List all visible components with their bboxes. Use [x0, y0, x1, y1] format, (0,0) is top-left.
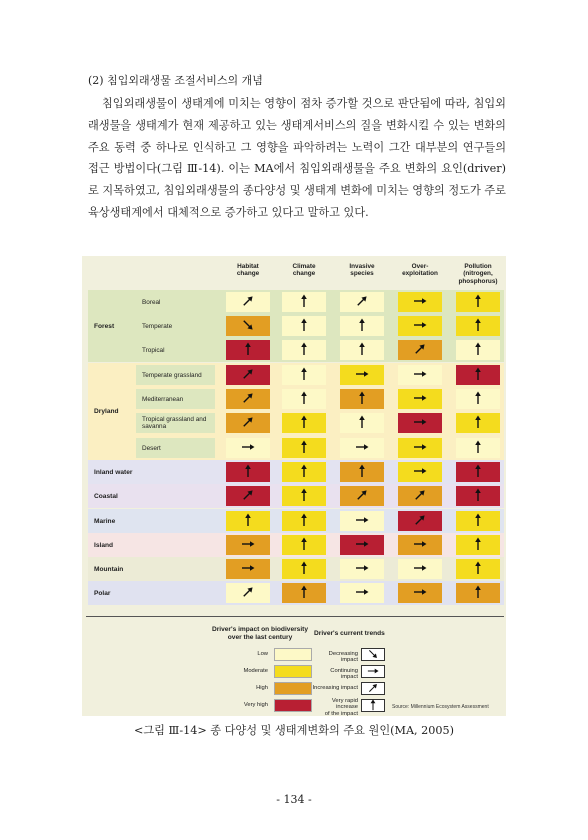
arrow-up-right-icon	[241, 293, 255, 312]
impact-cell	[456, 462, 500, 482]
legend-impact-title	[200, 626, 320, 641]
arrow-right-icon	[413, 560, 427, 579]
impact-level-swatch	[274, 648, 312, 661]
impact-cell	[340, 438, 384, 458]
legend-impact-title-line: over the last century	[227, 633, 293, 641]
impact-level-swatch	[274, 665, 312, 678]
subtype-label: Boreal	[136, 292, 215, 312]
impact-cell	[456, 316, 500, 336]
impact-cell	[226, 316, 270, 336]
impact-cell	[282, 316, 326, 336]
subtype-label: Temperate grassland	[136, 365, 215, 385]
impact-cell	[398, 316, 442, 336]
subtype-label: Mediterranean	[136, 389, 215, 409]
arrow-up-icon	[297, 341, 311, 360]
arrow-up-icon	[297, 366, 311, 385]
arrow-up-right-icon	[241, 414, 255, 433]
arrow-up-right-icon	[355, 293, 369, 312]
arrow-up-icon	[241, 463, 255, 482]
arrow-up-icon	[297, 439, 311, 458]
impact-cell	[398, 438, 442, 458]
page-number: - 134 -	[276, 793, 312, 806]
column-header-line: change	[236, 270, 260, 278]
body-paragraph	[88, 93, 506, 224]
impact-cell	[226, 438, 270, 458]
impact-cell	[456, 486, 500, 506]
impact-cell	[226, 511, 270, 531]
arrow-right-icon	[413, 317, 427, 336]
figure-source: Source: Millennium Ecosystem Assessment	[392, 704, 489, 710]
arrow-up-icon	[471, 512, 485, 531]
impact-cell	[398, 340, 442, 360]
impact-cell	[340, 535, 384, 555]
impact-cell	[226, 535, 270, 555]
impact-cell	[456, 559, 500, 579]
impact-cell	[398, 535, 442, 555]
group-label: Mountain	[94, 565, 124, 573]
impact-cell	[226, 389, 270, 409]
column-header-line: species	[350, 270, 374, 278]
arrow-up-icon	[471, 487, 485, 506]
impact-cell	[226, 462, 270, 482]
impact-cell	[226, 583, 270, 603]
trend-label: Increasing impact	[312, 685, 358, 691]
arrow-up-icon	[471, 414, 485, 433]
arrow-right-icon	[355, 536, 369, 555]
arrow-up-right-icon	[241, 584, 255, 603]
arrow-up-right-icon	[413, 487, 427, 506]
arrow-right-icon	[413, 390, 427, 409]
impact-cell	[456, 340, 500, 360]
impact-cell	[456, 413, 500, 433]
arrow-right-icon	[355, 512, 369, 531]
arrow-up-right-icon	[241, 390, 255, 409]
column-header-line: exploitation	[402, 270, 438, 278]
impact-cell	[282, 438, 326, 458]
impact-cell	[456, 438, 500, 458]
arrow-up-right-icon	[413, 341, 427, 360]
arrow-up-right-icon	[413, 512, 427, 531]
arrow-up-icon	[355, 463, 369, 482]
arrow-right-icon	[413, 463, 427, 482]
paragraph-text: 침입외래생물이 생태계에 미치는 영향이 점차 증가할 것으로 판단됨에 따라, 침입외래생물을 생태계가 현재 제공하고 있는 생태계서비스의 질을 변화시킬 수 있는 변화의 주요 동력 중 하나로 인식하고 그 영향을 파악하려는 노력이 그간 대부분의 연구들의 접근 방법이다(그림 Ⅲ-14). 이는 MA에서 침입외래생물을 주요 변화의 요인(driver)로 지목하였고, 침입외래생물의 종다양성 및 생태계 변화에 미치는 영향의 정도가 주로 육상생태계에서 대체적으로 증가하고 있다고 말하고 있다.	[88, 97, 506, 219]
impact-cell	[282, 292, 326, 312]
column-header-line: (nitrogen,	[463, 270, 493, 278]
arrow-down-right-icon	[241, 317, 255, 336]
arrow-up-right-icon	[241, 487, 255, 506]
group-label: Marine	[94, 517, 116, 525]
column-header-line: Pollution	[464, 263, 492, 270]
arrow-right-icon	[355, 439, 369, 458]
arrow-right-icon	[355, 366, 369, 385]
column-header-line: Over-	[411, 263, 429, 270]
impact-cell	[398, 486, 442, 506]
trend-label: Decreasing impact	[328, 651, 358, 664]
group-label: Polar	[94, 589, 111, 597]
arrow-up-icon	[297, 293, 311, 312]
impact-cell	[398, 511, 442, 531]
impact-cell	[456, 365, 500, 385]
arrow-right-icon	[413, 366, 427, 385]
impact-cell	[282, 389, 326, 409]
arrow-up-icon	[297, 512, 311, 531]
impact-cell	[282, 535, 326, 555]
group-label: Forest	[94, 322, 115, 330]
impact-cell	[340, 462, 384, 482]
subtype-label: Tropical	[136, 340, 215, 360]
arrow-right-icon	[413, 536, 427, 555]
arrow-up-icon	[297, 390, 311, 409]
column-header-line: change	[292, 270, 316, 278]
arrow-up-icon	[471, 536, 485, 555]
impact-cell	[456, 583, 500, 603]
impact-cell	[456, 535, 500, 555]
column-header	[332, 263, 392, 278]
arrow-right-icon	[413, 293, 427, 312]
arrow-up-icon	[241, 341, 255, 360]
group-label: Island	[94, 541, 114, 549]
impact-level-label: Moderate	[243, 668, 268, 674]
impact-cell	[456, 511, 500, 531]
impact-cell	[340, 583, 384, 603]
column-header	[218, 263, 278, 278]
impact-cell	[226, 340, 270, 360]
impact-cell	[340, 316, 384, 336]
impact-cell	[226, 292, 270, 312]
impact-cell	[282, 413, 326, 433]
column-header-line: phosphorus)	[458, 277, 498, 285]
arrow-up-icon	[471, 317, 485, 336]
subtype-label: Desert	[136, 438, 215, 458]
arrow-up-icon	[355, 341, 369, 360]
trend-box	[361, 648, 385, 661]
arrow-up-icon	[471, 366, 485, 385]
impact-cell	[398, 365, 442, 385]
arrow-up-icon	[471, 560, 485, 579]
impact-level-swatch	[274, 682, 312, 695]
section-title: (2) 침입외래생물 조절서비스의 개념	[88, 74, 263, 87]
trend-box	[361, 682, 385, 695]
arrow-up-icon	[297, 414, 311, 433]
column-header-line: Habitat	[237, 263, 259, 270]
arrow-up-icon	[355, 414, 369, 433]
arrow-up-icon	[297, 536, 311, 555]
arrow-right-icon	[355, 584, 369, 603]
impact-cell	[456, 292, 500, 312]
column-header-line: Climate	[292, 263, 316, 270]
legend-trend-title: Driver's current trends	[314, 630, 385, 637]
arrow-up-icon	[471, 439, 485, 458]
legend-divider	[86, 616, 504, 617]
arrow-right-icon	[413, 439, 427, 458]
arrow-up-right-icon	[355, 487, 369, 506]
group-label: Dryland	[94, 408, 119, 415]
impact-cell	[398, 389, 442, 409]
impact-cell	[340, 413, 384, 433]
impact-cell	[282, 462, 326, 482]
impact-cell	[340, 511, 384, 531]
impact-cell	[340, 486, 384, 506]
column-header-line: Invasive	[349, 263, 375, 270]
arrow-up-icon	[241, 512, 255, 531]
group-label: Coastal	[94, 492, 118, 500]
impact-cell	[398, 462, 442, 482]
arrow-right-icon	[413, 584, 427, 603]
arrow-right-icon	[241, 560, 255, 579]
impact-cell	[398, 559, 442, 579]
arrow-right-icon	[413, 414, 427, 433]
subtype-label: Temperate	[136, 316, 215, 336]
trend-label-line: Very rapid increase	[331, 698, 358, 711]
arrow-up-icon	[471, 293, 485, 312]
impact-cell	[398, 583, 442, 603]
arrow-up-icon	[297, 317, 311, 336]
arrow-up-icon	[471, 341, 485, 360]
arrow-up-icon	[471, 463, 485, 482]
trend-label	[312, 698, 358, 717]
impact-cell	[456, 389, 500, 409]
trend-box	[361, 699, 385, 712]
subtype-label: Tropical grassland and savanna	[136, 413, 215, 433]
trend-label: Continuing impact	[330, 668, 358, 681]
arrow-up-icon	[355, 317, 369, 336]
arrow-up-icon	[297, 560, 311, 579]
impact-cell	[340, 340, 384, 360]
impact-cell	[340, 365, 384, 385]
impact-level-label: High	[256, 685, 268, 691]
impact-cell	[226, 486, 270, 506]
arrow-right-icon	[241, 536, 255, 555]
arrow-up-icon	[297, 463, 311, 482]
impact-cell	[282, 486, 326, 506]
impact-level-label: Very high	[243, 702, 268, 708]
column-header	[390, 263, 450, 278]
impact-cell	[226, 559, 270, 579]
impact-cell	[282, 559, 326, 579]
impact-cell	[340, 389, 384, 409]
impact-cell	[340, 559, 384, 579]
impact-cell	[226, 365, 270, 385]
trend-label-line: of the impact	[324, 710, 358, 717]
legend-impact-title-line: Driver's impact on biodiversity	[211, 626, 309, 633]
impact-level-label: Low	[257, 651, 268, 657]
column-header	[274, 263, 334, 278]
impact-cell	[282, 511, 326, 531]
group-label: Inland water	[94, 468, 133, 476]
arrow-up-icon	[471, 390, 485, 409]
arrow-up-icon	[297, 584, 311, 603]
arrow-right-icon	[355, 560, 369, 579]
arrow-up-icon	[355, 390, 369, 409]
impact-level-swatch	[274, 699, 312, 712]
impact-cell	[226, 413, 270, 433]
arrow-right-icon	[241, 439, 255, 458]
column-header	[448, 263, 508, 285]
impact-cell	[282, 365, 326, 385]
impact-cell	[340, 292, 384, 312]
impact-cell	[282, 583, 326, 603]
figure-caption: <그림 Ⅲ-14> 종 다양성 및 생태계변화의 주요 원인(MA, 2005)	[133, 724, 454, 737]
trend-box	[361, 665, 385, 678]
arrow-up-right-icon	[241, 366, 255, 385]
impact-cell	[398, 292, 442, 312]
arrow-up-icon	[297, 487, 311, 506]
impact-cell	[398, 413, 442, 433]
impact-cell	[282, 340, 326, 360]
arrow-up-icon	[367, 696, 379, 715]
arrow-up-icon	[471, 584, 485, 603]
